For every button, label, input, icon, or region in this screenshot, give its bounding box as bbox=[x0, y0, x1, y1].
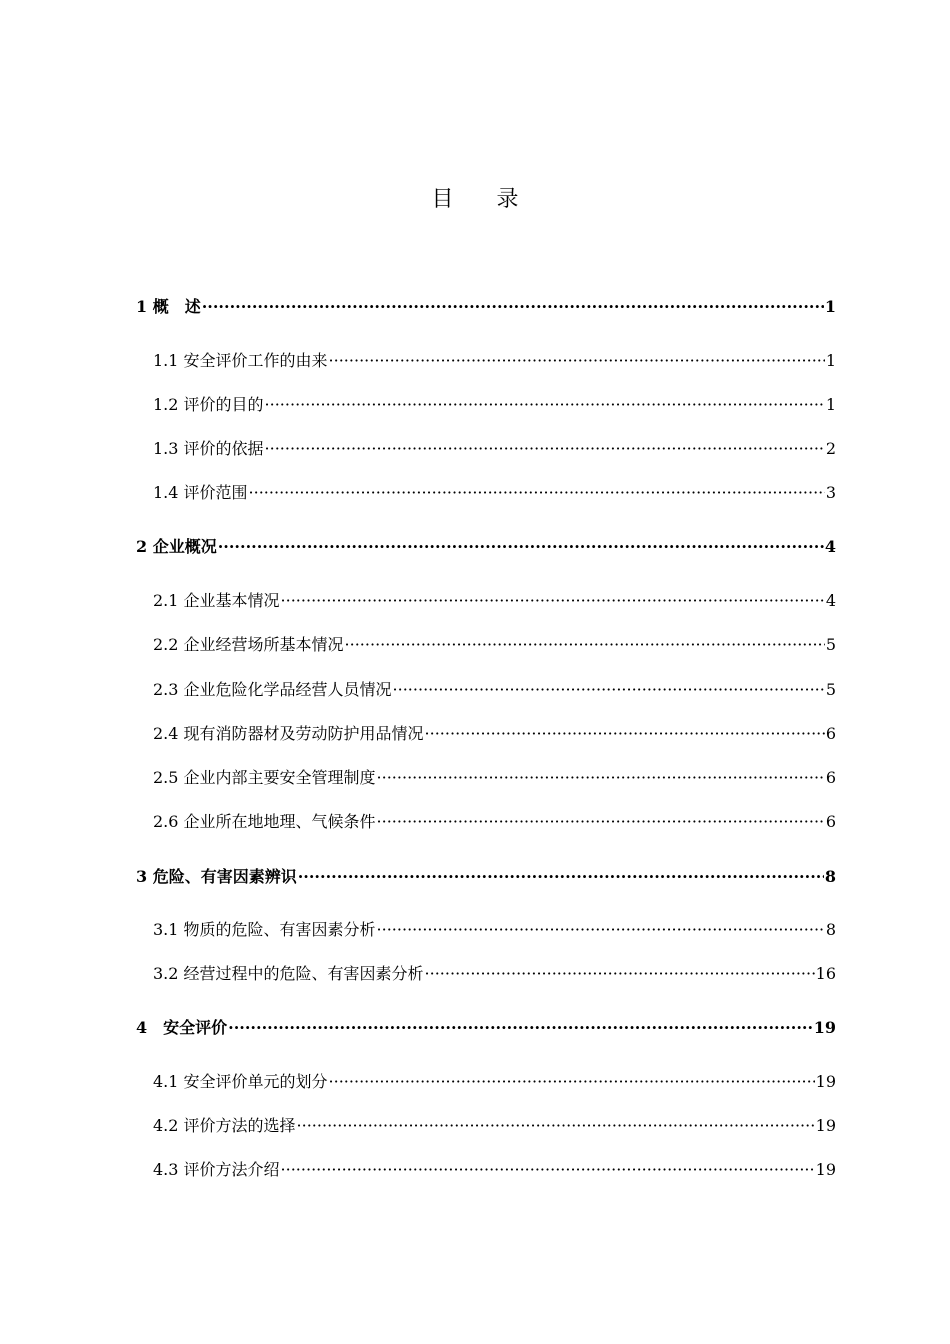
toc-leader-dots bbox=[218, 535, 824, 559]
toc-entry-page: 19 bbox=[815, 1116, 836, 1135]
toc-leader-dots bbox=[228, 1016, 813, 1040]
toc-entry-page: 19 bbox=[815, 1160, 836, 1179]
toc-entry-page: 4 bbox=[824, 537, 836, 556]
toc-entry-2[interactable] bbox=[136, 535, 836, 559]
toc-leader-dots bbox=[298, 865, 824, 889]
toc-entry-2-1[interactable] bbox=[153, 589, 836, 613]
toc-entry-2-5[interactable] bbox=[153, 766, 836, 790]
toc-entry-text: 4 安全评价 bbox=[136, 1018, 228, 1037]
toc-leader-dots bbox=[425, 962, 815, 986]
page-title: 目 录 bbox=[431, 187, 537, 212]
toc-leader-dots bbox=[202, 295, 824, 319]
toc-entry-text: 4.2 评价方法的选择 bbox=[153, 1116, 296, 1135]
toc-entry-page: 6 bbox=[825, 812, 836, 831]
toc-leader-dots bbox=[265, 393, 825, 417]
toc-entry-page: 6 bbox=[825, 768, 836, 787]
toc-entry-text: 1.3 评价的依据 bbox=[153, 439, 264, 458]
toc-entry-1[interactable] bbox=[136, 295, 836, 319]
toc-entry-text: 3 危险、有害因素辨识 bbox=[136, 867, 297, 886]
toc-entry-text: 2 企业概况 bbox=[136, 537, 217, 556]
toc-entry-page: 1 bbox=[825, 351, 836, 370]
toc-leader-dots bbox=[377, 766, 825, 790]
toc-entry-page: 8 bbox=[824, 867, 836, 886]
toc-leader-dots bbox=[377, 918, 825, 942]
toc-entry-text: 4.1 安全评价单元的划分 bbox=[153, 1072, 328, 1091]
toc-entry-page: 6 bbox=[825, 724, 836, 743]
toc-leader-dots bbox=[393, 678, 825, 702]
toc-entry-2-4[interactable] bbox=[153, 722, 836, 746]
toc-leader-dots bbox=[329, 349, 825, 373]
toc-leader-dots bbox=[425, 722, 825, 746]
toc-entry-text: 2.6 企业所在地地理、气候条件 bbox=[153, 812, 376, 831]
toc-entry-text: 2.5 企业内部主要安全管理制度 bbox=[153, 768, 376, 787]
toc-entry-text: 2.3 企业危险化学品经营人员情况 bbox=[153, 680, 392, 699]
toc-entry-text: 1.2 评价的目的 bbox=[153, 395, 264, 414]
toc-leader-dots bbox=[297, 1114, 815, 1138]
toc-leader-dots bbox=[249, 481, 825, 505]
toc-entry-text: 4.3 评价方法介绍 bbox=[153, 1160, 280, 1179]
toc-entry-text: 2.2 企业经营场所基本情况 bbox=[153, 635, 344, 654]
toc-entry-text: 3.1 物质的危险、有害因素分析 bbox=[153, 920, 376, 939]
toc-leader-dots bbox=[281, 1158, 815, 1182]
toc-entry-page: 8 bbox=[825, 920, 836, 939]
toc-leader-dots bbox=[265, 437, 825, 461]
toc-entry-1-1[interactable] bbox=[153, 349, 836, 373]
toc-entry-page: 1 bbox=[825, 395, 836, 414]
toc-leader-dots bbox=[281, 589, 825, 613]
toc-entry-text: 2.1 企业基本情况 bbox=[153, 591, 280, 610]
toc-entry-3[interactable] bbox=[136, 865, 836, 889]
toc-entry-3-2[interactable] bbox=[153, 962, 836, 986]
toc-entry-1-3[interactable] bbox=[153, 437, 836, 461]
toc-entry-text: 1 概 述 bbox=[136, 297, 201, 316]
toc-entry-page: 19 bbox=[815, 1072, 836, 1091]
toc-entry-text: 2.4 现有消防器材及劳动防护用品情况 bbox=[153, 724, 424, 743]
toc-entry-2-6[interactable] bbox=[153, 810, 836, 834]
toc-entry-page: 3 bbox=[825, 483, 836, 502]
toc-leader-dots bbox=[345, 633, 825, 657]
toc-leader-dots bbox=[329, 1070, 815, 1094]
toc-entry-text: 3.2 经营过程中的危险、有害因素分析 bbox=[153, 964, 424, 983]
toc-entry-page: 1 bbox=[824, 297, 836, 316]
toc-entry-2-2[interactable] bbox=[153, 633, 836, 657]
toc-entry-text: 1.4 评价范围 bbox=[153, 483, 248, 502]
toc-entry-4-2[interactable] bbox=[153, 1114, 836, 1138]
toc-entry-page: 2 bbox=[825, 439, 836, 458]
toc-entry-3-1[interactable] bbox=[153, 918, 836, 942]
toc-entry-text: 1.1 安全评价工作的由来 bbox=[153, 351, 328, 370]
toc-leader-dots bbox=[377, 810, 825, 834]
toc-entry-page: 5 bbox=[825, 635, 836, 654]
toc-entry-1-2[interactable] bbox=[153, 393, 836, 417]
toc-entry-page: 16 bbox=[815, 964, 836, 983]
toc-entry-4-1[interactable] bbox=[153, 1070, 836, 1094]
toc-entry-page: 19 bbox=[813, 1018, 836, 1037]
toc-entry-2-3[interactable] bbox=[153, 678, 836, 702]
toc-entry-page: 4 bbox=[825, 591, 836, 610]
toc-entry-page: 5 bbox=[825, 680, 836, 699]
toc-entry-4[interactable] bbox=[136, 1016, 836, 1040]
toc-entry-1-4[interactable] bbox=[153, 481, 836, 505]
toc-entry-4-3[interactable] bbox=[153, 1158, 836, 1182]
